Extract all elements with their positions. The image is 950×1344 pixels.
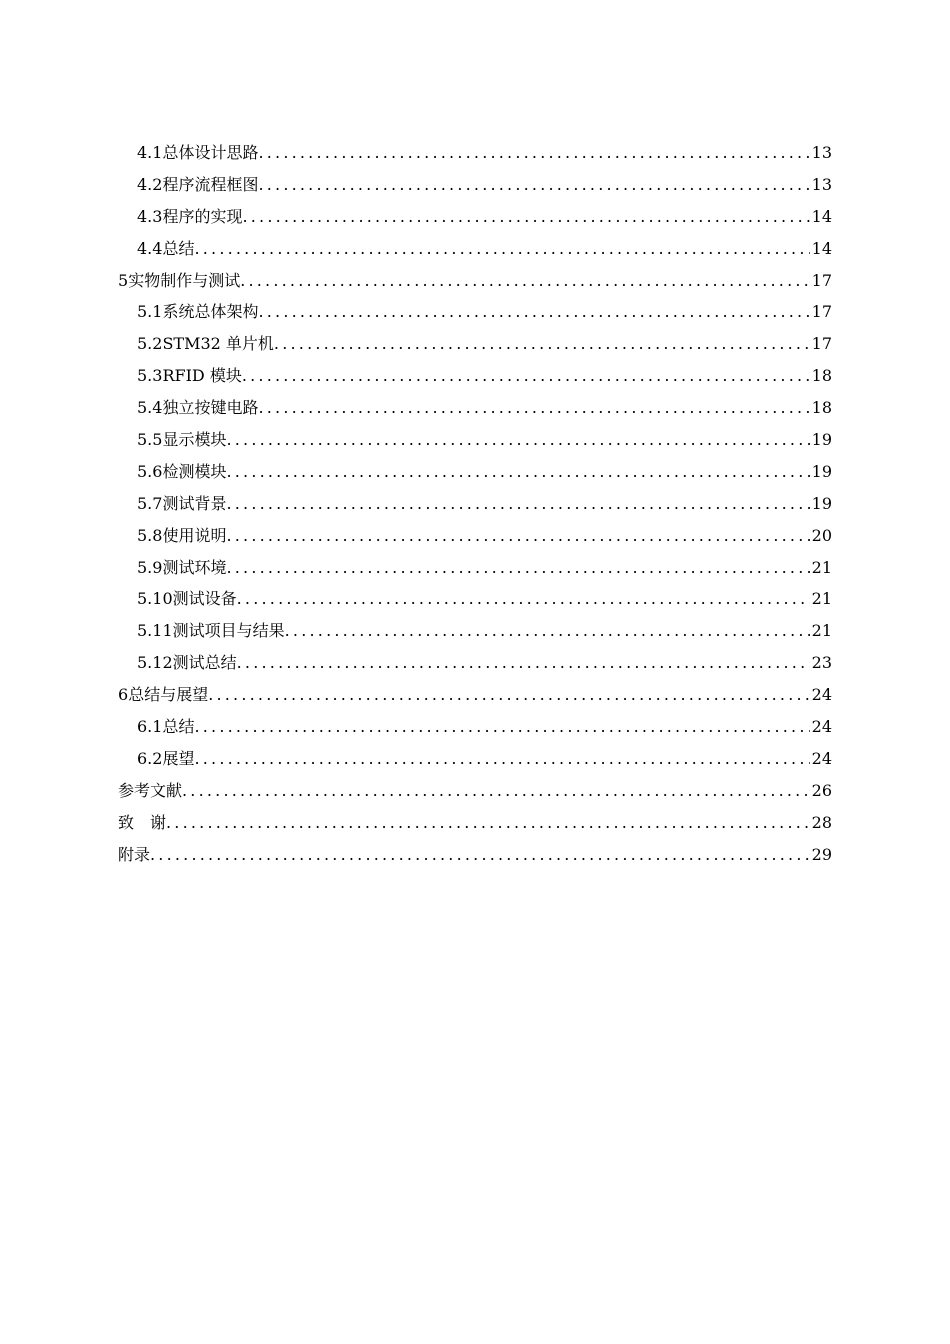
toc-number: 5.8 [137, 525, 163, 545]
toc-entry-4-2[interactable] [0, 169, 950, 201]
toc-page-number: 17 [811, 334, 832, 354]
toc-title: 总体设计思路 [162, 143, 259, 162]
toc-entry-5-10[interactable] [0, 583, 950, 615]
toc-title: 程序流程框图 [162, 174, 259, 194]
toc-number: 6.1 [137, 717, 163, 737]
toc-title: 总结 [162, 717, 195, 737]
toc-page-number: 17 [811, 302, 832, 322]
toc-entry-5-6[interactable] [0, 456, 950, 488]
toc-title: 展望 [162, 748, 195, 768]
toc-page-number: 13 [811, 174, 832, 194]
toc-page-number: 18 [811, 366, 832, 386]
toc-leader-dots [182, 775, 810, 807]
toc-leader-dots [258, 296, 809, 328]
toc-leader-dots [194, 743, 809, 775]
toc-page-number: 18 [811, 398, 832, 418]
toc-leader-dots [226, 520, 809, 552]
toc-page-number: 19 [811, 461, 832, 481]
toc-page-number: 23 [811, 653, 832, 673]
toc-leader-dots [194, 711, 809, 743]
toc-entry-5[interactable] [0, 265, 950, 297]
toc-page-number: 29 [811, 844, 832, 864]
toc-leader-dots [240, 265, 809, 297]
toc-title: 总结与展望 [128, 685, 209, 705]
toc-page-number: 14 [811, 206, 832, 226]
toc-entry-5-11[interactable] [0, 615, 950, 647]
toc-page-number: 24 [811, 717, 832, 737]
toc-leader-dots [208, 679, 809, 711]
toc-page-number: 21 [811, 589, 832, 609]
toc-title: 使用说明 [162, 525, 227, 545]
toc-page-number: 28 [811, 812, 832, 832]
toc-title: 测试设备 [172, 589, 237, 609]
toc-number: 5.10 [137, 589, 173, 609]
toc-number: 4.1 [137, 143, 163, 162]
toc-leader-dots [226, 488, 809, 520]
toc-title: 检测模块 [162, 461, 227, 481]
toc-leader-dots [242, 360, 810, 392]
toc-title: 独立按键电路 [162, 398, 259, 418]
toc-page-number: 17 [811, 270, 832, 290]
toc-leader-dots [226, 552, 809, 584]
toc-entry-5-8[interactable] [0, 520, 950, 552]
toc-entry-5-7[interactable] [0, 488, 950, 520]
toc-number: 5 [118, 270, 129, 290]
toc-title: 实物制作与测试 [128, 270, 241, 290]
table-of-contents [0, 137, 950, 870]
toc-number: 5.11 [137, 621, 173, 641]
toc-leader-dots [242, 201, 809, 233]
toc-entry-5-9[interactable] [0, 552, 950, 584]
toc-leader-dots [237, 583, 810, 615]
toc-entry-appendix[interactable] [0, 839, 950, 871]
toc-title: 测试背景 [162, 493, 227, 513]
toc-title: 测试环境 [162, 557, 227, 577]
toc-leader-dots [258, 137, 809, 169]
toc-number: 5.5 [137, 430, 163, 450]
toc-leader-dots [226, 456, 809, 488]
toc-title: 程序的实现 [162, 206, 243, 226]
toc-number: 4.3 [137, 206, 163, 226]
toc-number: 5.6 [137, 461, 163, 481]
toc-entry-4-1[interactable] [0, 137, 950, 169]
toc-number: 4.4 [137, 238, 163, 258]
toc-title: 显示模块 [162, 430, 227, 450]
toc-leader-dots [258, 169, 809, 201]
toc-title: STM32 单片机 [162, 334, 274, 354]
toc-page-number: 21 [811, 557, 832, 577]
toc-title: 附录 [118, 844, 151, 864]
toc-entry-6-1[interactable] [0, 711, 950, 743]
toc-page-number: 14 [811, 238, 832, 258]
toc-page-number: 21 [811, 621, 832, 641]
toc-title: 总结 [162, 238, 195, 258]
toc-entry-references[interactable] [0, 775, 950, 807]
toc-number: 5.12 [137, 653, 173, 673]
toc-entry-5-12[interactable] [0, 647, 950, 679]
toc-number: 5.3 [137, 366, 163, 386]
toc-leader-dots [285, 615, 810, 647]
toc-entry-5-5[interactable] [0, 424, 950, 456]
toc-leader-dots [274, 328, 810, 360]
toc-entry-6-2[interactable] [0, 743, 950, 775]
toc-page-number: 26 [811, 780, 832, 800]
toc-number: 6.2 [137, 748, 163, 768]
toc-leader-dots [237, 647, 810, 679]
toc-page-number: 19 [811, 430, 832, 450]
toc-number: 5.7 [137, 493, 163, 513]
toc-entry-acknowledgements[interactable] [0, 807, 950, 839]
toc-number: 4.2 [137, 174, 163, 194]
toc-leader-dots [226, 424, 809, 456]
toc-number: 5.4 [137, 398, 163, 418]
toc-number: 5.1 [137, 302, 163, 322]
toc-page-number: 24 [811, 685, 832, 705]
toc-leader-dots [258, 392, 809, 424]
toc-page-number: 19 [811, 493, 832, 513]
toc-title: 测试总结 [172, 653, 237, 673]
toc-leader-dots [194, 233, 809, 265]
toc-entry-6[interactable] [0, 679, 950, 711]
toc-entry-4-4[interactable] [0, 233, 950, 265]
toc-page-number: 20 [811, 525, 832, 545]
toc-leader-dots [166, 807, 810, 839]
toc-title: 致 谢 [118, 812, 167, 832]
toc-number: 5.2 [137, 334, 163, 354]
toc-title: 系统总体架构 [162, 302, 259, 322]
toc-entry-5-3[interactable] [0, 360, 950, 392]
toc-entry-4-3[interactable] [0, 201, 950, 233]
toc-page-number: 24 [811, 748, 832, 768]
toc-entry-5-4[interactable] [0, 392, 950, 424]
toc-entry-5-1[interactable] [0, 296, 950, 328]
toc-title: RFID 模块 [162, 366, 242, 386]
toc-page-number: 13 [811, 143, 832, 162]
toc-title: 参考文献 [118, 780, 183, 800]
toc-number: 6 [118, 685, 129, 705]
toc-entry-5-2[interactable] [0, 328, 950, 360]
toc-leader-dots [150, 839, 810, 871]
toc-title: 测试项目与结果 [172, 621, 285, 641]
toc-number: 5.9 [137, 557, 163, 577]
